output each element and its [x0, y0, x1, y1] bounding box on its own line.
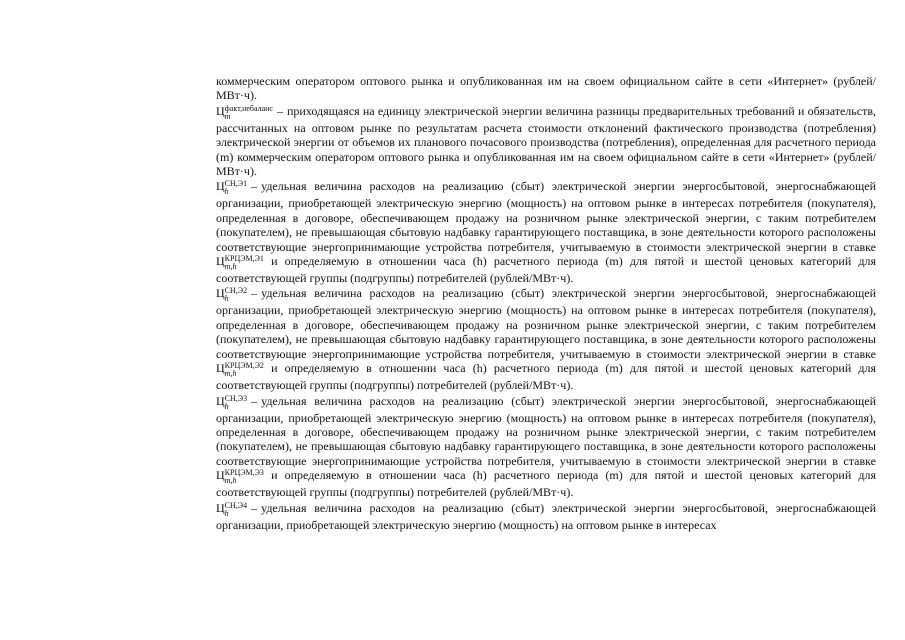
symbol-base: Ц [216, 468, 225, 483]
symbol-base: Ц [216, 286, 225, 301]
symbol-subscript: m,h [224, 476, 237, 486]
paragraph-3 [216, 179, 876, 285]
document-page [216, 74, 876, 532]
symbol-base: Ц [216, 393, 225, 408]
formula-symbol [216, 286, 248, 304]
paragraph-text: удельная величина расходов на реализацию (сбыт) электрической энергии энергосбытовой, энергоснабжающей организации, приобретающей электрическую энергию (мощность) на оптовом рынке в интересах потребителя (покупателя), определенная в договоре, обеспечивающем продажу на розничном рынке электрической энергии, с таким потребителем (покупателем), не превышающая сбытовую надбавку гарантирующего поставщика, в зоне деятельности которого расположены соответствующие энергопринимающие устройства потребителя, учитываемую в стоимости электрической энергии в ставке [216, 179, 876, 254]
symbol-indices [225, 255, 264, 271]
symbol-base: Ц [216, 254, 225, 269]
formula-symbol [216, 500, 248, 518]
formula-symbol [216, 393, 248, 411]
symbol-superscript: КРЦЭМ,Э1 [224, 254, 264, 264]
paragraph-1 [216, 74, 876, 103]
symbol-superscript: КРЦЭМ,Э3 [224, 468, 264, 478]
paragraph-2 [216, 104, 876, 179]
symbol-superscript: КРЦЭМ,Э2 [224, 361, 264, 371]
paragraph-text: и определяемую в отношении часа (h) расчетного периода (m) для пятой и шестой ценовых категорий для соответствующей группы (подгруппы) потребителей (рублей/МВт·ч). [216, 468, 877, 500]
dash: – [251, 393, 258, 408]
inline-formula-symbol [216, 468, 264, 486]
symbol-indices [225, 287, 247, 303]
paragraph-text: удельная величина расходов на реализацию (сбыт) электрической энергии энергосбытовой, энергоснабжающей организации, приобретающей электрическую энергию (мощность) на оптовом рынке в интересах [216, 500, 876, 532]
symbol-indices [225, 395, 247, 411]
paragraph-text: коммерческим оператором оптового рынка и опубликованная им на своем официальном сайте в сети «Интернет» (рублей/МВт·ч). [216, 74, 876, 103]
symbol-base: Ц [216, 500, 225, 515]
dash: – [276, 103, 283, 118]
paragraph-6 [216, 501, 876, 532]
paragraph-text: удельная величина расходов на реализацию (сбыт) электрической энергии энергосбытовой, энергоснабжающей организации, приобретающей электрическую энергию (мощность) на оптовом рынке в интересах потребителя (покупателя), определенная в договоре, обеспечивающем продажу на розничном рынке электрической энергии, с таким потребителем (покупателем), не превышающая сбытовую надбавку гарантирующего поставщика, в зоне деятельности которого расположены соответствующие энергопринимающие устройства потребителя, учитываемую в стоимости электрической энергии в ставке [216, 393, 876, 468]
paragraph-text: и определяемую в отношении часа (h) расчетного периода (m) для пятой и шестой ценовых категорий для соответствующей группы (подгруппы) потребителей (рублей/МВт·ч). [216, 361, 877, 393]
symbol-indices [225, 362, 264, 378]
symbol-indices [225, 502, 247, 518]
symbol-subscript: m,h [224, 262, 237, 272]
symbol-base: Ц [216, 361, 225, 376]
symbol-indices [225, 469, 264, 485]
symbol-indices [225, 105, 273, 121]
symbol-subscript: h [224, 508, 229, 518]
inline-formula-symbol [216, 254, 264, 272]
symbol-subscript: h [224, 187, 229, 197]
symbol-subscript: m [224, 111, 231, 121]
inline-formula-symbol [216, 361, 264, 379]
paragraph-text: приходящаяся на единицу электрической энергии величина разницы предварительных требований и обязательств, рассчитанных на оптовом рынке по результатам расчета стоимости отклонений фактического производства (потребления) электрической энергии от объемов их планового почасового производства (потребления), определенная для расчетного периода (m) коммерческим оператором оптового рынка и опубликованная им на своем официальном сайте в сети «Интернет» (рублей/МВт·ч). [216, 103, 876, 179]
symbol-base: Ц [216, 103, 225, 118]
formula-symbol [216, 179, 248, 197]
dash: – [251, 179, 258, 194]
symbol-superscript: СН,Э2 [224, 286, 248, 296]
formula-symbol [216, 103, 273, 121]
symbol-subscript: h [224, 294, 229, 304]
paragraph-5 [216, 394, 876, 500]
paragraph-text: удельная величина расходов на реализацию (сбыт) электрической энергии энергосбытовой, энергоснабжающей организации, приобретающей электрическую энергию (мощность) на оптовом рынке в интересах потребителя (покупателя), определенная в договоре, обеспечивающем продажу на розничном рынке электрической энергии, с таким потребителем (покупателем), не превышающая сбытовую надбавку гарантирующего поставщика, в зоне деятельности которого расположены соответствующие энергопринимающие устройства потребителя, учитываемую в стоимости электрической энергии в ставке [216, 286, 876, 361]
symbol-superscript: СН,Э3 [224, 393, 248, 403]
symbol-indices [225, 180, 247, 196]
symbol-subscript: m,h [224, 369, 237, 379]
symbol-base: Ц [216, 179, 225, 194]
symbol-superscript: СН,Э4 [224, 500, 248, 510]
symbol-superscript: СН,Э1 [224, 179, 248, 189]
symbol-subscript: h [224, 401, 229, 411]
dash: – [251, 286, 258, 301]
paragraph-text: и определяемую в отношении часа (h) расчетного периода (m) для пятой и шестой ценовых категорий для соответствующей группы (подгруппы) потребителей (рублей/МВт·ч). [216, 254, 877, 286]
symbol-superscript: факт,небаланс [224, 103, 273, 113]
dash: – [251, 500, 258, 515]
paragraph-4 [216, 286, 876, 392]
